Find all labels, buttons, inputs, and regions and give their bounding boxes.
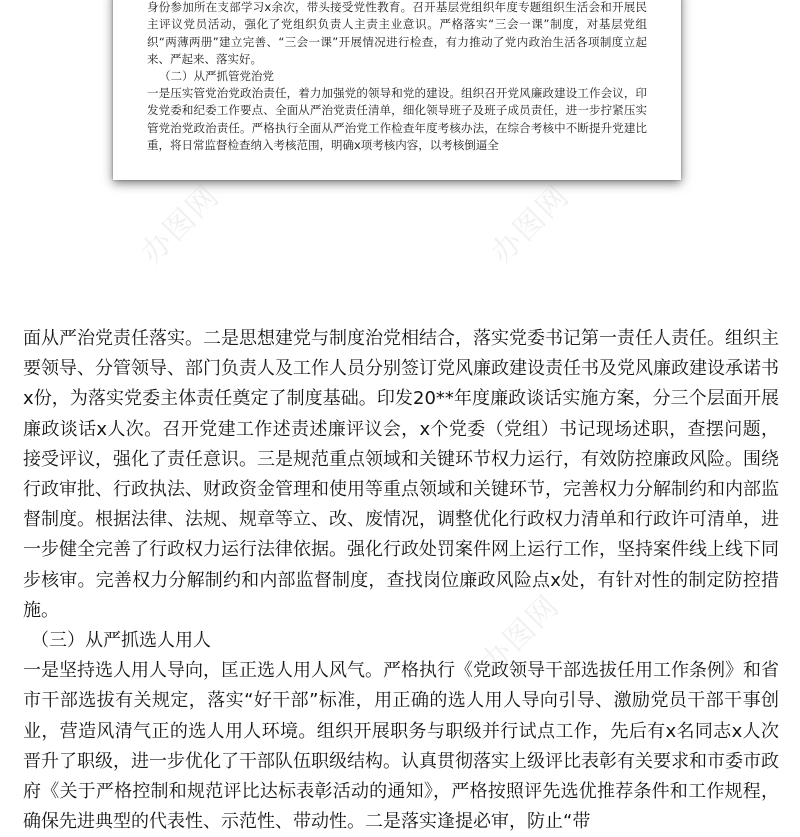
preview-text bbox=[147, 0, 647, 154]
preview-section-heading: （二）从严抓管党治党 bbox=[159, 69, 274, 83]
document-body bbox=[23, 324, 779, 837]
card-fade bbox=[113, 174, 681, 180]
watermark-logo: 办图网 bbox=[484, 178, 577, 271]
section-heading: （三）从严抓选人用人 bbox=[31, 630, 211, 652]
body-paragraph-1: 面从严治党责任落实。二是思想建党与制度治党相结合，落实党委书记第一责任人责任。组织主要领导、分管领导、部门负责人及工作人员分别签订党风廉政建设责任书及党风廉政建设承诺书x份，为落实党委主体责任奠定了制度基础。印发20**年度廉政谈话实施方案，分三个层面开展廉政谈话x人次。召开党建工作述责述廉评议会，x个党委（党组）书记现场述职，查摆问题，接受评议，强化了责任意识。三是规范重点领域和关键环节权力运行，有效防控廉政风险。围绕行政审批、行政执法、财政资金管理和使用等重点领域和关键环节，完善权力分解制约和内部监督制度。根据法律、法规、规章等立、改、废情况，调整优化行政权力清单和行政许可清单，进一步健全完善了行政权力运行法律依据。强化行政处罚案件网上运行工作，坚持案件线上线下同步核审。完善权力分解制约和内部监督制度，查找岗位廉政风险点x处，有针对性的制定防控措施。 bbox=[23, 328, 779, 621]
preview-paragraph-1: 身份参加所在支部学习x余次，带头接受党性教育。召开基层党组织年度专题组织生活会和开展民主评议党员活动，强化了党组织负责人主责主业意识。严格落实“三会一课”制度，对基层党组织“两薄两册”建立完善、“三会一课”开展情况进行检查，有力推动了党内政治生活各项制度立起来、严起来、落实好。 bbox=[147, 0, 647, 66]
watermark-logo: 办图网 bbox=[474, 588, 567, 681]
watermark-logo: 办图网 bbox=[134, 178, 227, 271]
preview-paragraph-2: 一是压实管党治党政治责任，着力加强党的领导和党的建设。组织召开党风廉政建设工作会议，印发党委和纪委工作要点、全面从严治党责任清单，细化领导班子及班子成员责任，进一步拧紧压实管党治党政治责任。严格执行全面从严治党工作检查年度考核办法，在综合考核中不断提升党建比重，将日常监督检查纳入考核范围，明确x项考核内容，以考核倒逼全 bbox=[147, 86, 647, 152]
body-paragraph-2: 一是坚持选人用人导向，匡正选人用人风气。严格执行《党政领导干部选拔任用工作条例》和省市干部选拔有关规定，落实“好干部”标准，用正确的选人用人导向引导、激励党员干部干事创业，营造风清气正的选人用人环境。组织开展职务与职级并行试点工作，先后有x名同志x人次晋升了职级，进一步优化了干部队伍职级结构。认真贯彻落实上级评比表彰有关要求和市委市政府《关于严格控制和规范评比达标表彰活动的通知》，严格按照评先选优推荐条件和工作规程，确保先进典型的代表性、示范性、带动性。二是落实逢提必审，防止“带 bbox=[23, 660, 779, 833]
document-preview-card bbox=[113, 0, 681, 180]
